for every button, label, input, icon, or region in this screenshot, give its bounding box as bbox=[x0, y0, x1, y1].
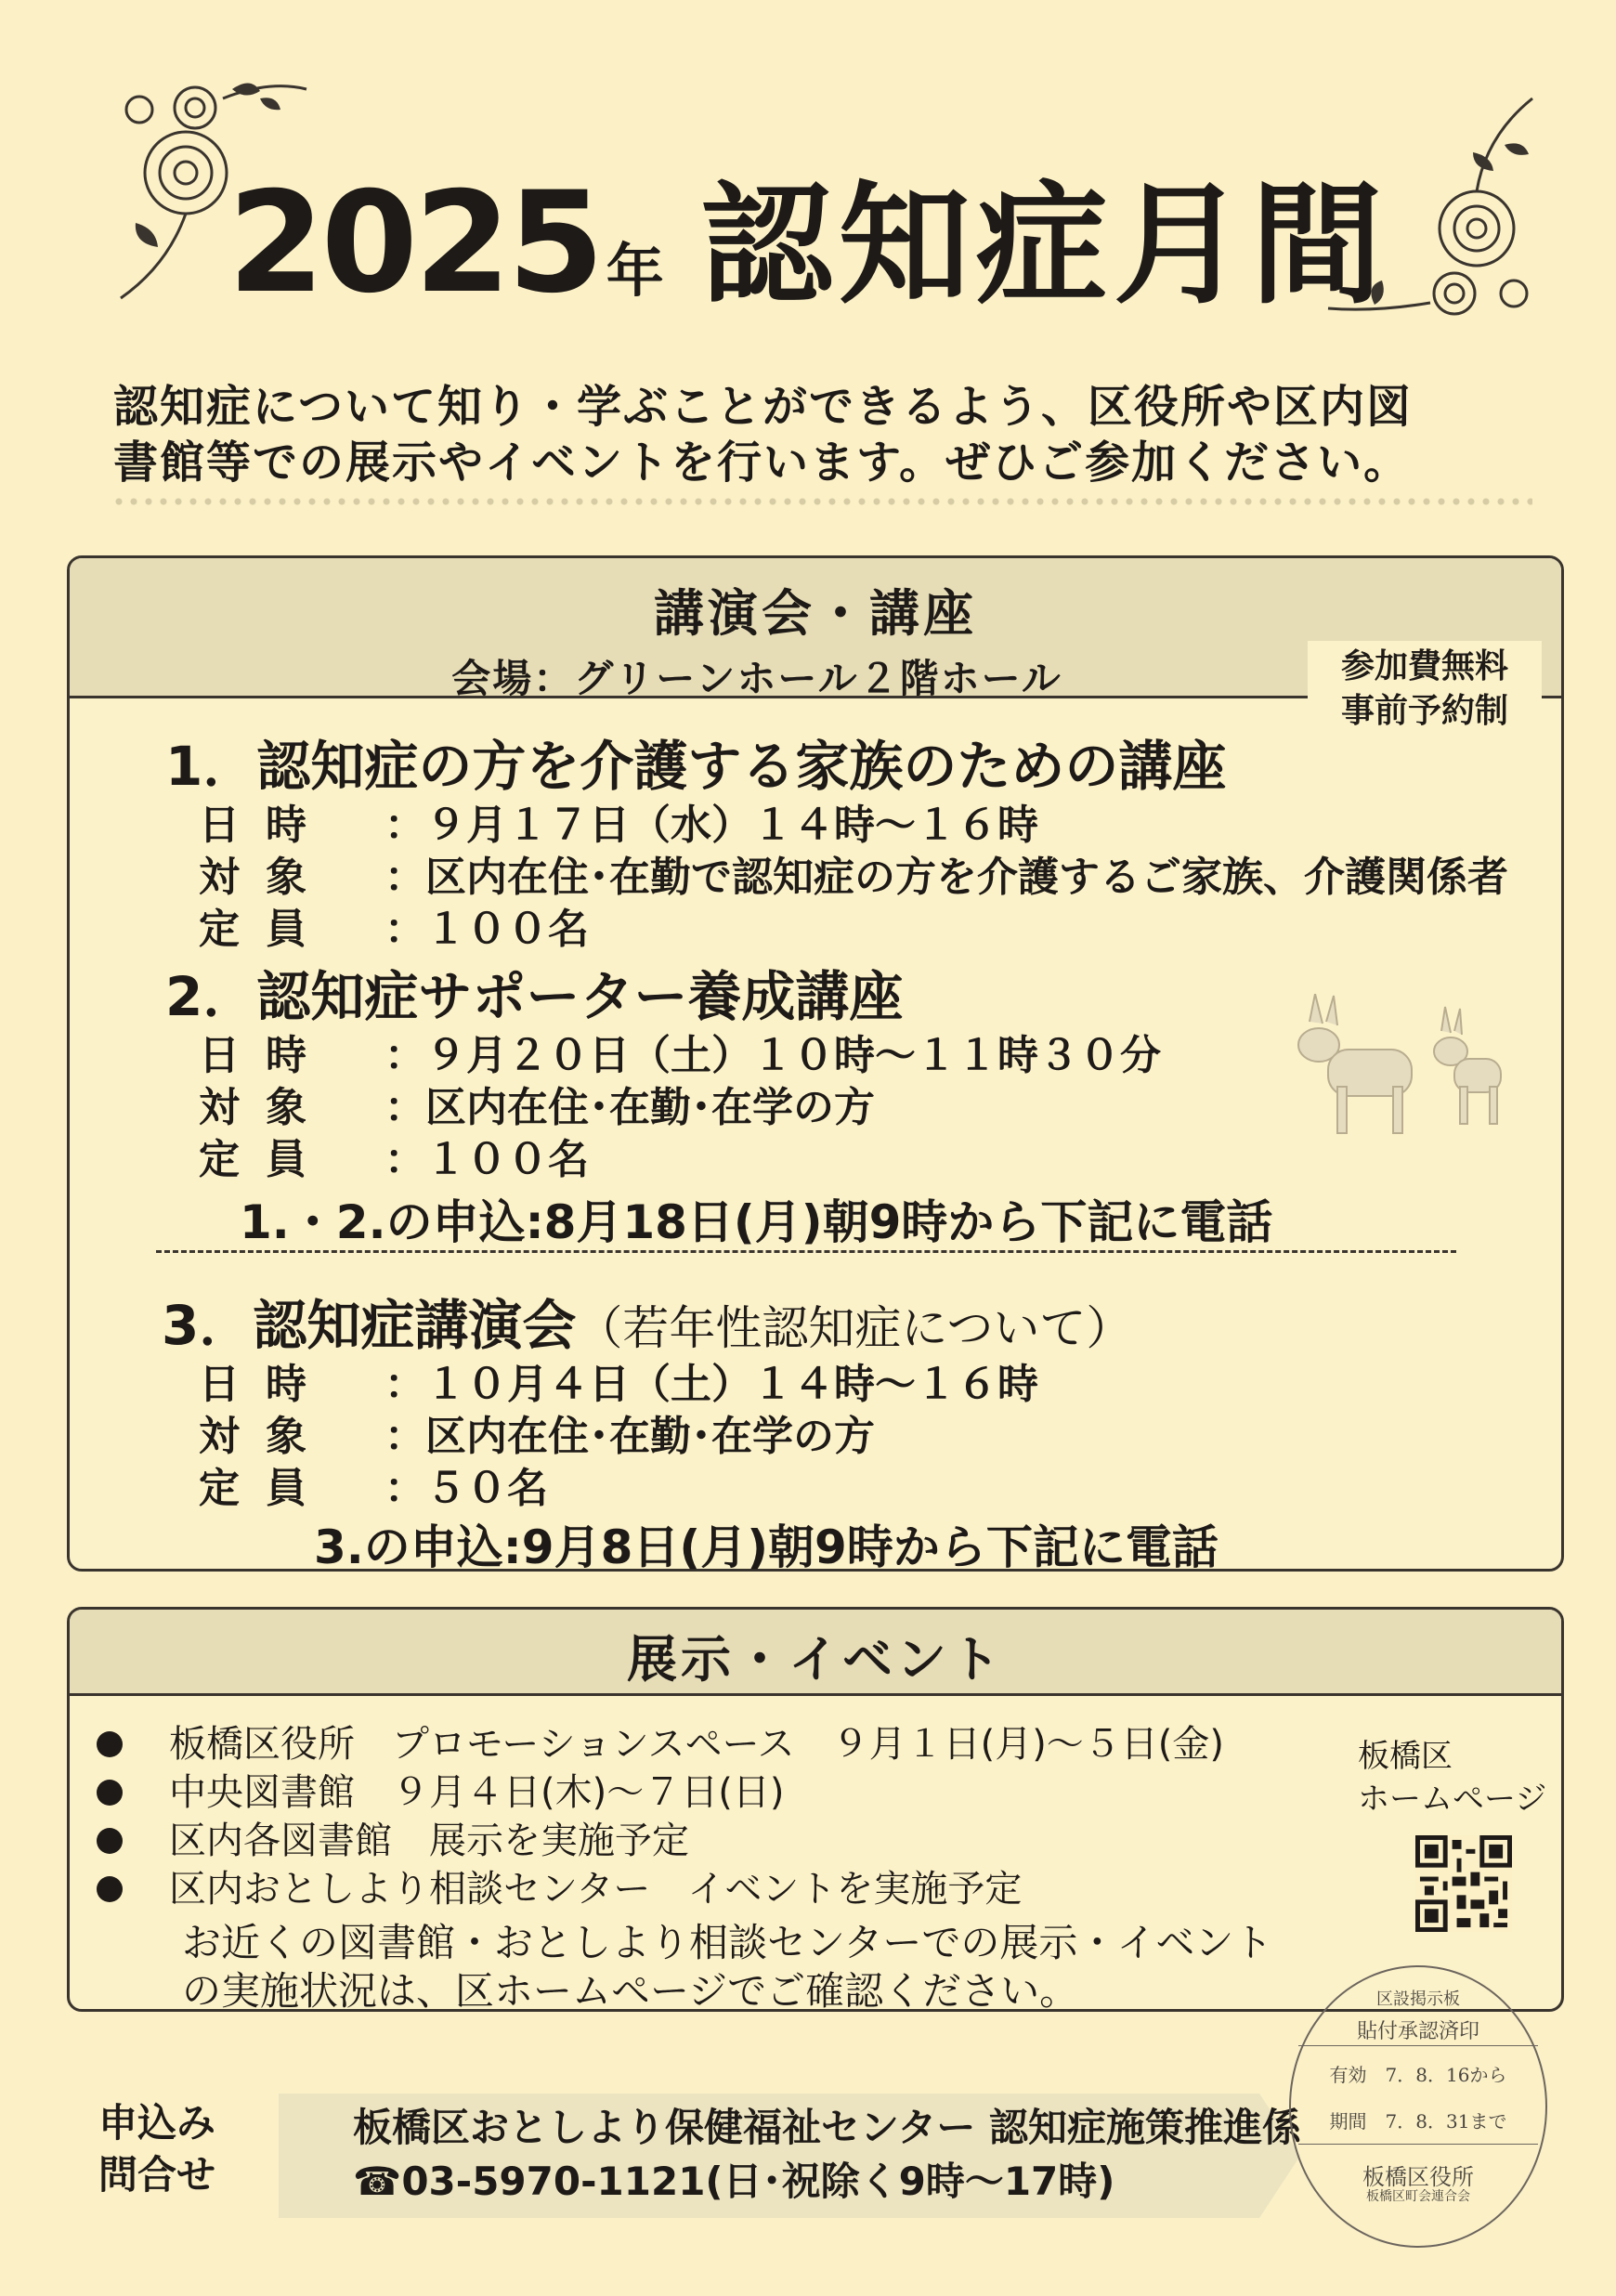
homepage-line: ホームページ bbox=[1358, 1781, 1547, 1818]
row-value: ：１００名 bbox=[384, 906, 589, 953]
row-key: 対象 bbox=[199, 1084, 332, 1131]
fee-line: 参加費無料 bbox=[1340, 647, 1508, 685]
row-value: ：１０月４日（土）１４時～１６時 bbox=[384, 1361, 1038, 1408]
event-item-text: 区内各図書館 展示を実施予定 bbox=[169, 1820, 689, 1862]
lecture-3-subtitle: （若年性認知症について） bbox=[576, 1301, 1133, 1355]
title-main: 認知症月間 bbox=[700, 169, 1388, 322]
row-key: 日時 bbox=[199, 1032, 332, 1079]
row-value: ：区内在住･在勤で認知症の方を介護するご家族、介護関係者 bbox=[384, 854, 1508, 901]
lecture-3-title-main: 3．認知症講演会 bbox=[162, 1294, 577, 1357]
list-item bbox=[97, 1720, 1224, 1768]
intro-line: 書館等での展示やイベントを行います。ぜひご参加ください。 bbox=[113, 437, 1411, 489]
event-item-text: 板橋区役所 プロモーションスペース ９月１日(月)～５日(金) bbox=[169, 1723, 1225, 1766]
lecture-2-datetime bbox=[199, 1022, 1161, 1081]
contact-org: 板橋区おとしより保健福祉センター 認知症施策推進係 bbox=[353, 2105, 1301, 2150]
contact-phone[interactable]: ☎03-5970-1121(日･祝除く9時～17時) bbox=[353, 2159, 1115, 2204]
row-key: 定員 bbox=[199, 906, 332, 953]
contact-info bbox=[353, 2101, 1301, 2209]
lecture-1-target bbox=[199, 843, 1508, 903]
homepage-label bbox=[1358, 1735, 1546, 1820]
row-key: 日時 bbox=[199, 1361, 332, 1408]
bullet-icon bbox=[97, 1731, 123, 1757]
list-item bbox=[97, 1817, 1224, 1865]
title-year-unit: 年 bbox=[606, 237, 664, 305]
lecture-3-target bbox=[199, 1402, 875, 1462]
row-value: ：区内在住･在勤･在学の方 bbox=[384, 1084, 875, 1131]
note-line: お近くの図書館・おとしより相談センターでの展示・イベント bbox=[182, 1920, 1273, 1965]
note-line: の実施状況は、区ホームページでご確認ください。 bbox=[182, 1968, 1079, 2014]
lecture-1-datetime bbox=[199, 791, 1038, 851]
lecture-3-title bbox=[162, 1282, 1132, 1360]
fee-badge bbox=[1308, 641, 1542, 737]
lecture-3-capacity bbox=[199, 1455, 548, 1514]
row-key: 対象 bbox=[199, 1413, 332, 1460]
title-year: 2025 bbox=[228, 163, 601, 324]
row-value: ：５０名 bbox=[384, 1465, 548, 1512]
row-key: 定員 bbox=[199, 1465, 332, 1512]
lectures-heading: 講演会・講座 bbox=[654, 584, 977, 643]
event-item-text: 中央図書館 ９月４日(木)～７日(日) bbox=[169, 1771, 785, 1814]
apply-3-text: 3.の申込:9月8日(月)朝9時から下記に電話 bbox=[314, 1520, 1219, 1574]
bullet-icon bbox=[97, 1780, 123, 1806]
event-item-text: 区内おとしより相談センター イベントを実施予定 bbox=[169, 1868, 1023, 1911]
lecture-2-capacity bbox=[199, 1126, 589, 1185]
lecture-1-title: 1．認知症の方を介護する家族のための講座 bbox=[165, 735, 1227, 798]
page-title bbox=[0, 139, 1616, 329]
row-value: ：１００名 bbox=[384, 1136, 589, 1183]
donkey-illustration-icon bbox=[1272, 994, 1505, 1152]
contact-label-line: 問合せ bbox=[98, 2152, 216, 2198]
homepage-line: 板橋区 bbox=[1358, 1738, 1453, 1775]
lecture-3-datetime bbox=[199, 1350, 1038, 1410]
events-list bbox=[97, 1720, 1224, 1913]
contact-label-line: 申込み bbox=[98, 2100, 216, 2146]
row-key: 日時 bbox=[199, 802, 332, 849]
stamp-line: 区設掲示板 bbox=[1376, 1989, 1460, 2009]
lecture-2-target bbox=[199, 1074, 875, 1133]
bullet-icon bbox=[97, 1828, 123, 1854]
stamp-rule bbox=[1298, 2045, 1538, 2046]
row-key: 対象 bbox=[199, 854, 332, 901]
events-heading: 展示・イベント bbox=[627, 1630, 1004, 1689]
fee-line: 事前予約制 bbox=[1340, 692, 1508, 730]
stamp-line: 板橋区町会連合会 bbox=[1366, 2189, 1470, 2204]
venue-text: 会場：グリーンホール２階ホール bbox=[451, 656, 1062, 701]
dotted-divider bbox=[111, 497, 1532, 506]
lecture-2-title: 2．認知症サポーター養成講座 bbox=[165, 965, 904, 1028]
row-key: 定員 bbox=[199, 1136, 332, 1183]
lecture-1-capacity bbox=[199, 895, 589, 955]
intro-text bbox=[113, 379, 1525, 490]
stamp-rule bbox=[1298, 2144, 1538, 2145]
stamp-line: 期間 7．8．31まで bbox=[1329, 2110, 1507, 2133]
apply-1-2-text: 1.・2.の申込:8月18日(月)朝9時から下記に電話 bbox=[240, 1195, 1273, 1249]
events-note bbox=[182, 1919, 1272, 2016]
stamp-line: 有効 7．8．16から bbox=[1329, 2064, 1507, 2086]
qr-code-icon[interactable] bbox=[1415, 1835, 1512, 1932]
approval-stamp bbox=[1289, 1965, 1547, 2248]
list-item bbox=[97, 1865, 1224, 1913]
contact-label bbox=[98, 2097, 215, 2201]
list-item bbox=[97, 1768, 1224, 1817]
bullet-icon bbox=[97, 1876, 123, 1902]
stamp-line: 貼付承認済印 bbox=[1356, 2020, 1479, 2043]
intro-line: 認知症について知り・学ぶことができるよう、区役所や区内図 bbox=[113, 381, 1414, 433]
dashed-divider bbox=[156, 1250, 1456, 1253]
stamp-line: 板橋区役所 bbox=[1362, 2164, 1474, 2190]
row-value: ：区内在住･在勤･在学の方 bbox=[384, 1413, 875, 1460]
row-value: ：９月２０日（土）１０時～１１時３０分 bbox=[384, 1032, 1161, 1079]
row-value: ：９月１７日（水）１４時～１６時 bbox=[384, 802, 1038, 849]
